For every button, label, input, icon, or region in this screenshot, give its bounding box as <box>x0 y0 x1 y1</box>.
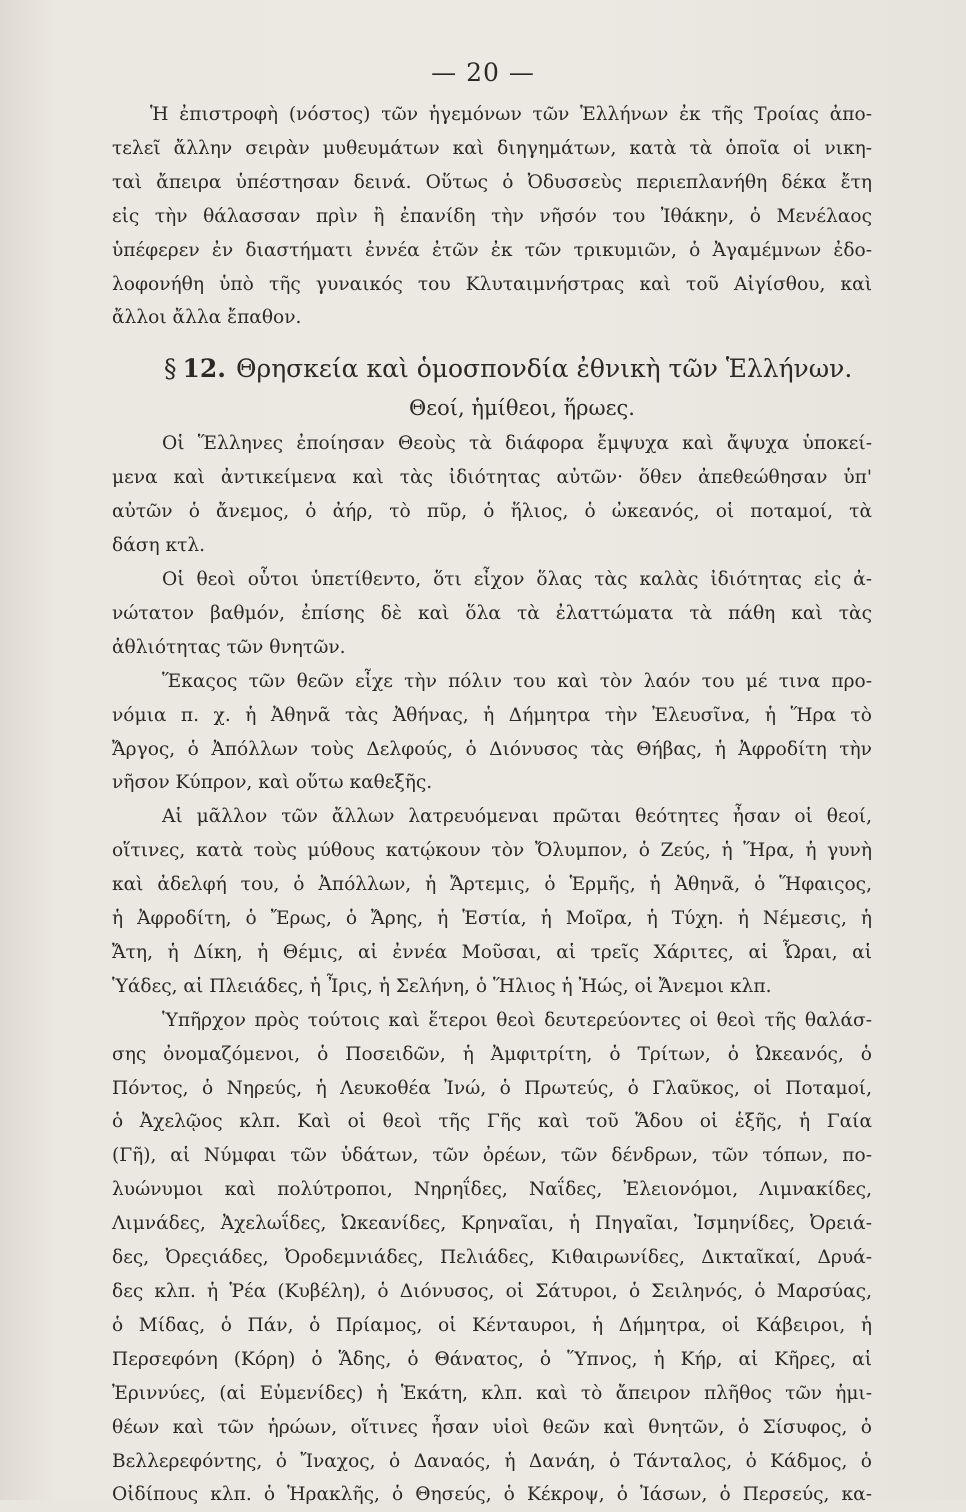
section-mark: § <box>164 354 177 384</box>
paragraph-return-of-leaders <box>112 98 872 335</box>
text-line: δες κλπ. ἡ Ῥέα (Κυβέλη), ὁ Διόνυσος, οἱ Σάτυροι, ὁ Σειληνός, ὁ Μαρσύας, <box>112 1281 872 1302</box>
text-line: Ὑπῆρχον πρὸς τούτοις καὶ ἕτεροι θεοὶ δευτερεύοντες οἱ θεοὶ τῆς θαλάσ- <box>162 1009 872 1031</box>
text-line: νώτατον βαθμόν, ἐπίσης δὲ καὶ ὅλα τὰ ἐλαττώματα τὰ πάθη καὶ τὰς <box>112 602 872 624</box>
text-line: αὐτῶν ὁ ἄνεμος, ὁ ἀήρ, τὸ πῦρ, ὁ ἥλιος, ὁ ὠκεανός, οἱ ποταμοί, τὰ <box>112 501 872 523</box>
text-line: δες, Ὀρεςιάδες, Ὀροδεμνιάδες, Πελιάδες, Κιθαιρωνίδες, Δικταῖκαί, Δρυά- <box>112 1247 872 1269</box>
text-line: λοφονήθη ὑπὸ τῆς γυναικός του Κλυταιμνήστρας καὶ τοῦ Αἰγίσθου, καὶ <box>112 273 872 295</box>
page-number: — 20 — <box>431 58 535 87</box>
text-line: ἀθλιότητας τῶν θνητῶν. <box>112 636 346 658</box>
text-line: νόμια π. χ. ἡ Ἀθηνᾶ τὰς Ἀθήνας, ἡ Δήμητρα τὴν Ἐλευσῖνα, ἡ Ἥρα τὸ <box>112 704 872 726</box>
text-line: καὶ ἀδελφή του, ὁ Ἀπόλλων, ἡ Ἄρτεμις, ὁ Ἑρμῆς, ἡ Ἀθηνᾶ, ὁ Ἥφαιςος, <box>112 874 872 896</box>
paragraph-patron-cities <box>112 665 872 801</box>
text-line: Πόντος, ὁ Νηρεύς, ἡ Λευκοθέα Ἰνώ, ὁ Πρωτεύς, ὁ Γλαῦκος, οἱ Ποταμοί, <box>112 1077 872 1099</box>
text-line: ὁ Μίδας, ὁ Πάν, ὁ Πρίαμος, οἱ Κένταυροι, ἡ Δήμητρα, οἱ Κάβειροι, ἡ <box>112 1314 872 1336</box>
text-line: ἄλλοι ἄλλα ἔπαθον. <box>112 307 302 329</box>
text-line: Περσεφόνη (Κόρη) ὁ Ἅδης, ὁ Θάνατος, ὁ Ὕπνος, ἡ Κήρ, αἱ Κῆρες, αἱ <box>112 1348 872 1370</box>
text-line: μενα καὶ ἀντικείμενα καὶ τὰς ἰδιότητας αὐτῶν· ὅθεν ἀπεθεώθησαν ὑπ' <box>112 467 872 489</box>
text-line: Αἱ μᾶλλον τῶν ἄλλων λατρευόμεναι πρῶται θεότητες ἦσαν οἱ θεοί, <box>162 806 872 828</box>
text-line: Ἄτη, ἡ Δίκη, ἡ Θέμις, αἱ ἐννέα Μοῦσαι, αἱ τρεῖς Χάριτες, αἱ Ὧραι, αἱ <box>112 941 872 963</box>
section-heading <box>112 349 872 389</box>
text-line: (Γῆ), αἱ Νύμφαι τῶν ὑδάτων, τῶν ὀρέων, τῶν δένδρων, τῶν τόπων, πο- <box>112 1145 872 1167</box>
text-line: σης ὀνομαζόμενοι, ὁ Ποσειδῶν, ἡ Ἀμφιτρίτη, ὁ Τρίτων, ὁ Ὠκεανός, ὁ <box>112 1043 872 1065</box>
section-title: Θρησκεία καὶ ὁμοσπονδία ἐθνικὴ τῶν Ἑλλήνων. <box>236 354 853 384</box>
text-line: Ὑάδες, αἱ Πλειάδες, ἡ Ἶρις, ἡ Σελήνη, ὁ Ἥλιος ἡ Ἠώς, οἱ Ἄνεμοι κλπ. <box>112 975 772 997</box>
text-line: Λιμνάδες, Ἀχελωΐδες, Ὠκεανίδες, Κρηναῖαι, ἡ Πηγαῖαι, Ἰσμηνίδες, Ὀρειά- <box>112 1213 872 1235</box>
text-line: Ἕκαςος τῶν θεῶν εἶχε τὴν πόλιν του καὶ τὸν λαόν του μέ τινα προ- <box>162 670 872 692</box>
text-line: Οἱ θεοὶ οὗτοι ὑπετίθεντο, ὅτι εἶχον ὅλας τὰς καλὰς ἰδιότητας εἰς ἀ- <box>162 568 872 590</box>
paragraph-qualities <box>112 563 872 665</box>
text-line: Οἰδίπους κλπ. ὁ Ἡρακλῆς, ὁ Θησεύς, ὁ Κέκροψ, ὁ Ἰάσων, ὁ Περσεύς, κα- <box>112 1484 872 1506</box>
text-line: Ἄργος, ὁ Ἀπόλλων τοὺς Δελφούς, ὁ Διόνυσος τὰς Θήβας, ἡ Ἀφροδίτη τὴν <box>112 738 872 760</box>
text-line: Βελλερεφόντης, ὁ Ἴναχος, ὁ Δαναός, ἡ Δανάη, ὁ Τάνταλος, ὁ Κάδμος, ὁ <box>112 1450 872 1472</box>
text-line: οἵτινες, κατὰ τοὺς μύθους κατῴκουν τὸν Ὄλυμπον, ὁ Ζεύς, ἡ Ἥρα, ἡ γυνὴ <box>112 840 872 862</box>
text-line: Ἡ ἐπιστροφὴ (νόστος) τῶν ἡγεμόνων τῶν Ἑλλήνων ἐκ τῆς Τροίας ἀπο- <box>150 104 872 125</box>
paragraph-olympian-gods <box>112 800 872 1003</box>
text-line: ὁ Ἀχελῷος κλπ. Καὶ οἱ θεοὶ τῆς Γῆς καὶ τοῦ Ἅδου οἱ ἑξῆς, ἡ Γαία <box>112 1111 872 1133</box>
text-line: τελεῖ ἄλλην σειρὰν μυθευμάτων καὶ διηγημάτων, κατὰ τὰ ὁποῖα οἱ νικη- <box>112 137 872 159</box>
paragraph-deification <box>112 427 872 563</box>
text-line: λυώνυμοι καὶ πολύτροποι, Νηρηΐδες, Ναΐδες, Ἐλειονόμοι, Λιμνακίδες, <box>112 1179 872 1201</box>
text-line: νῆσον Κύπρον, καὶ οὕτω καθεξῆς. <box>112 772 433 794</box>
section-number: 12. <box>182 354 226 384</box>
text-line: ὑπέφερεν ἐν διαστήματι ἐννέα ἐτῶν ἐκ τῶν τρικυμιῶν, ὁ Ἀγαμέμνων ἐδο- <box>112 239 872 261</box>
section-subtitle: Θεοί, ἡμίθεοι, ἥρωες. <box>409 396 635 421</box>
paragraph-secondary-gods <box>112 1004 872 1512</box>
page-body <box>112 98 872 1512</box>
text-line: Οἱ Ἕλληνες ἐποίησαν Θεοὺς τὰ διάφορα ἔμψυχα καὶ ἄψυχα ὑποκεί- <box>162 433 872 455</box>
text-line: Ἐριννύες, (αἱ Εὐμενίδες) ἡ Ἑκάτη, κλπ. καὶ τὸ ἄπειρον πλῆθος τῶν ἡμι- <box>112 1382 872 1404</box>
text-line: δάση κτλ. <box>112 535 206 557</box>
text-line: ταὶ ἄπειρα ὑπέστησαν δεινά. Οὕτως ὁ Ὀδυσσεὺς περιεπλανήθη δέκα ἔτη <box>112 171 872 193</box>
text-line: εἰς τὴν θάλασσαν πρὶν ἢ ἐπανίδη τὴν νῆσόν του Ἰθάκην, ὁ Μενέλαος <box>112 205 872 227</box>
text-line: ἡ Ἀφροδίτη, ὁ Ἔρως, ὁ Ἄρης, ἡ Ἑστία, ἡ Μοῖρα, ἡ Τύχη. ἡ Νέμεσις, ἡ <box>112 908 872 930</box>
text-line: θέων καὶ τῶν ἡρώων, οἵτινες ἦσαν υἱοὶ θεῶν καὶ θνητῶν, ὁ Σίσυφος, ὁ <box>112 1416 872 1438</box>
